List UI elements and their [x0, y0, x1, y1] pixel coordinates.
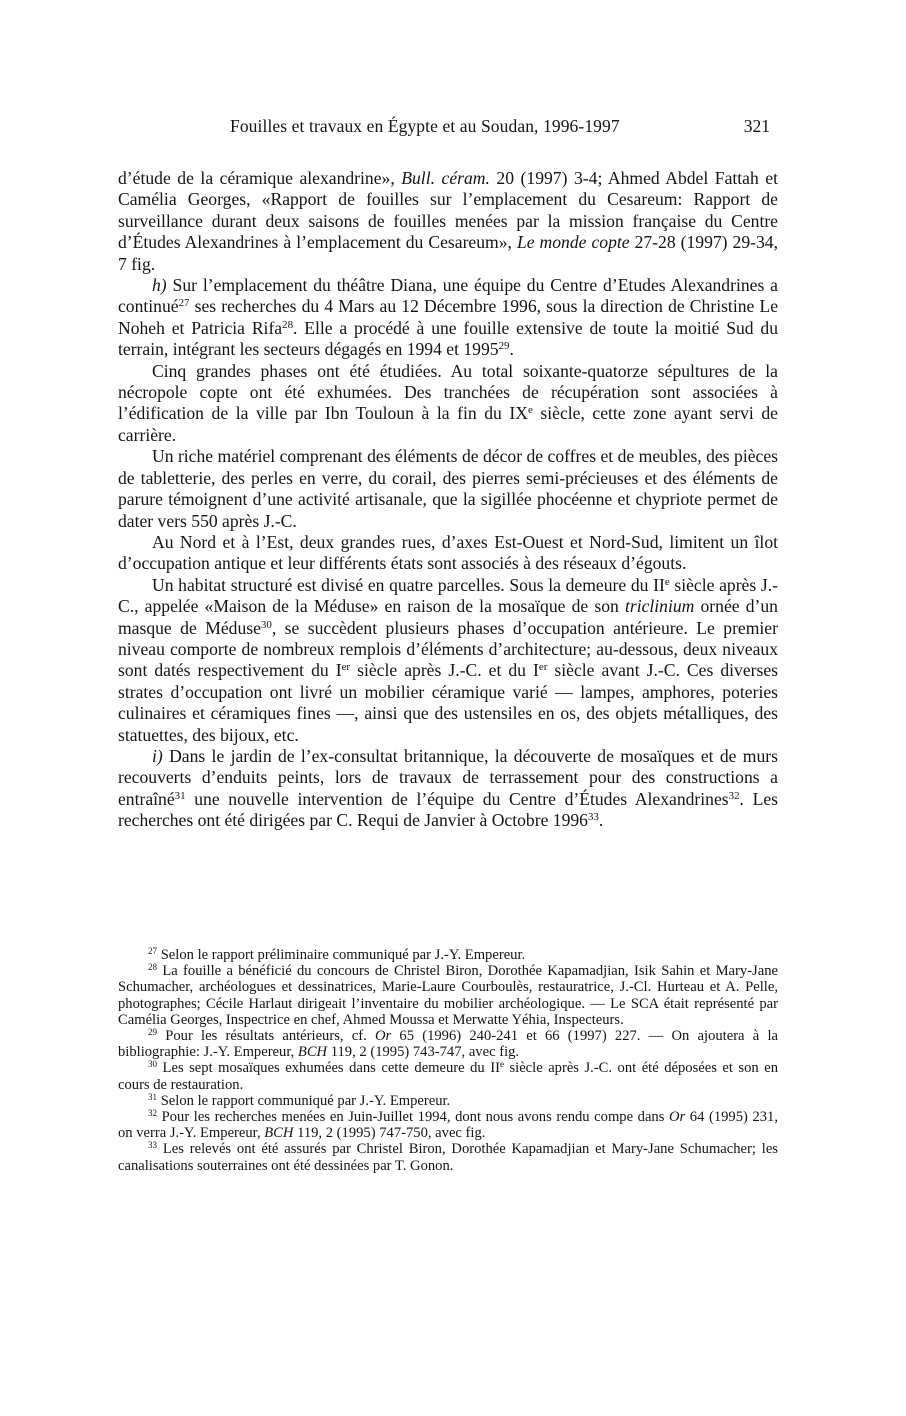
footnote-33: $^{33}$ Les relevés ont été assurés par Christel Biron, Dorothée Kapamadjian et Mary-Jane Schumacher; les canalisations souterraines ont été dessinées par T. Gonon. — [118, 1140, 778, 1174]
footnote-ref-28[interactable]: 28 — [282, 318, 294, 331]
paragraph-i-consulat: i) Dans le jardin de l’ex-consultat britannique, la découverte de mosaïques et de murs recouverts d’enduits peints, lors de travaux de terrassement pour des constructions a entraîné$^{31}$ une nouvelle intervention de l’équipe du Centre d’Études Alexandrines$^{32}$. Les recherches ont été dirigées par C. Requi de Janvier à Octobre 1996$^{33}$. — [118, 745, 778, 831]
footnote-ref-33[interactable]: 33 — [587, 811, 599, 824]
paragraph-rues: Au Nord et à l’Est, deux grandes rues, d’axes Est-Ouest et Nord-Sud, limitent un îlot d’occupation antique et leur différents états sont associés à des réseaux d’égouts. — [118, 531, 778, 574]
footnote-31: $^{31}$ Selon le rapport communiqué par J.-Y. Empereur. — [148, 1091, 451, 1109]
footnote-ref-32[interactable]: 32 — [728, 789, 740, 802]
footnote-32: $^{32}$ Pour les recherches menées en Juin-Juillet 1994, dont nous avons rendu compe dans Or 64 (1995) 231, on verra J.-Y. Empereur, BCH 119, 2 (1995) 747-750, avec fig. — [118, 1108, 778, 1142]
paragraph-h-theatre-diana: h) Sur l’emplacement du théâtre Diana, une équipe du Centre d’Etudes Alexandrines a continué$^{27}$ ses recherches du 4 Mars au 12 Décembre 1996, sous la direction de Christine Le Noheh et Patricia Rifa$^{28}$. Elle a procédé à une fouille extensive de toute la moitié Sud du terrain, intégrant les secteurs dégagés en 1994 et 1995$^{29}$. — [118, 275, 778, 360]
footnote-ref-29[interactable]: 29 — [498, 340, 510, 353]
footnote-ref-27[interactable]: 27 — [178, 297, 190, 310]
footnote-28: $^{28}$ La fouille a bénéficié du concours de Christel Biron, Dorothée Kapamadjian, Isik Sahin et Mary-Jane Schumacher, archéologues et dessinatrices, Marie-Laure Courboulès, restauratrice, J.-Cl. Hurteau et A. Pelle, photographes; Cécile Harlaut dirigeait l’inventaire du mobilier archéologique. — Le SCA était représenté par Camélia Georges, Inspectrice en chef, Ahmed Moussa et Merwatte Yéhia, Inspecteurs. — [118, 962, 778, 1028]
paragraph-continuation: d’étude de la céramique alexandrine», Bull. céram. 20 (1997) 3-4; Ahmed Abdel Fattah et Camélia Georges, «Rapport de fouilles sur l’emplacement du Cesareum: Rapport de surveillance durant deux saisons de fouilles menées par la mission française du Centre d’Études Alexandrines à l’emplacement du Cesareum», Le monde copte 27-28 (1997) 29-34, 7 fig. — [118, 168, 778, 274]
paragraph-habitat: Un habitat structuré est divisé en quatre parcelles. Sous la demeure du IIe siècle après J.-C., appelée «Maison de la Méduse» en raison de la mosaïque de son triclinium ornée d’un masque de Méduse$^{30}$, se succèdent plusieurs phases d’occupation antérieure. Le premier niveau comporte de nombreux remplois d’éléments d’architecture; au-dessous, deux niveaux sont datés respectivement du Ier siècle après J.-C. et du Ier siècle avant J.-C. Ces diverses strates d’occupation ont livré un mobilier céramique varié — lampes, amphores, poteries culinaires et céramiques fines —, ainsi que des ustensiles en os, des objets métalliques, des statuettes, des bijoux, etc. — [118, 574, 779, 745]
main-text — [118, 168, 778, 832]
footnote-ref-31[interactable]: 31 — [174, 789, 186, 802]
page-number: 321 — [743, 116, 770, 136]
footnote-30: $^{30}$ Les sept mosaïques exhumées dans cette demeure du IIe siècle après J.-C. ont été déposées et son en cours de restauration. — [118, 1059, 778, 1093]
running-title: Fouilles et travaux en Égypte et au Soudan, 1996-1997 — [230, 116, 620, 136]
footnote-ref-30[interactable]: 30 — [260, 618, 272, 631]
footnote-27: $^{27}$ Selon le rapport préliminaire communiqué par J.-Y. Empereur. — [148, 946, 526, 963]
footnotes — [118, 947, 778, 1174]
running-header — [118, 116, 778, 138]
paragraph-phases: Cinq grandes phases ont été étudiées. Au total soixante-quatorze sépultures de la nécropole copte ont été exhumées. Des tranchées de récupération sont associées à l’édification de la ville par Ibn Touloun à la fin du IXe siècle, cette zone ayant servi de carrière. — [118, 360, 778, 445]
footnote-29: $^{29}$ Pour les résultats antérieurs, cf. Or 65 (1996) 240-241 et 66 (1997) 227. — On ajoutera à la bibliographie: J.-Y. Empereur, BCH 119, 2 (1995) 743-747, avec fig. — [118, 1027, 778, 1061]
paragraph-materiel: Un riche matériel comprenant des éléments de décor de coffres et de meubles, des pièces de tabletterie, des perles en verre, du corail, des pierres semi-précieuses et des éléments de parure témoignent d’une activité artisanale, que la sigillée phocéenne et chypriote permet de dater vers 550 après J.-C. — [118, 446, 778, 531]
